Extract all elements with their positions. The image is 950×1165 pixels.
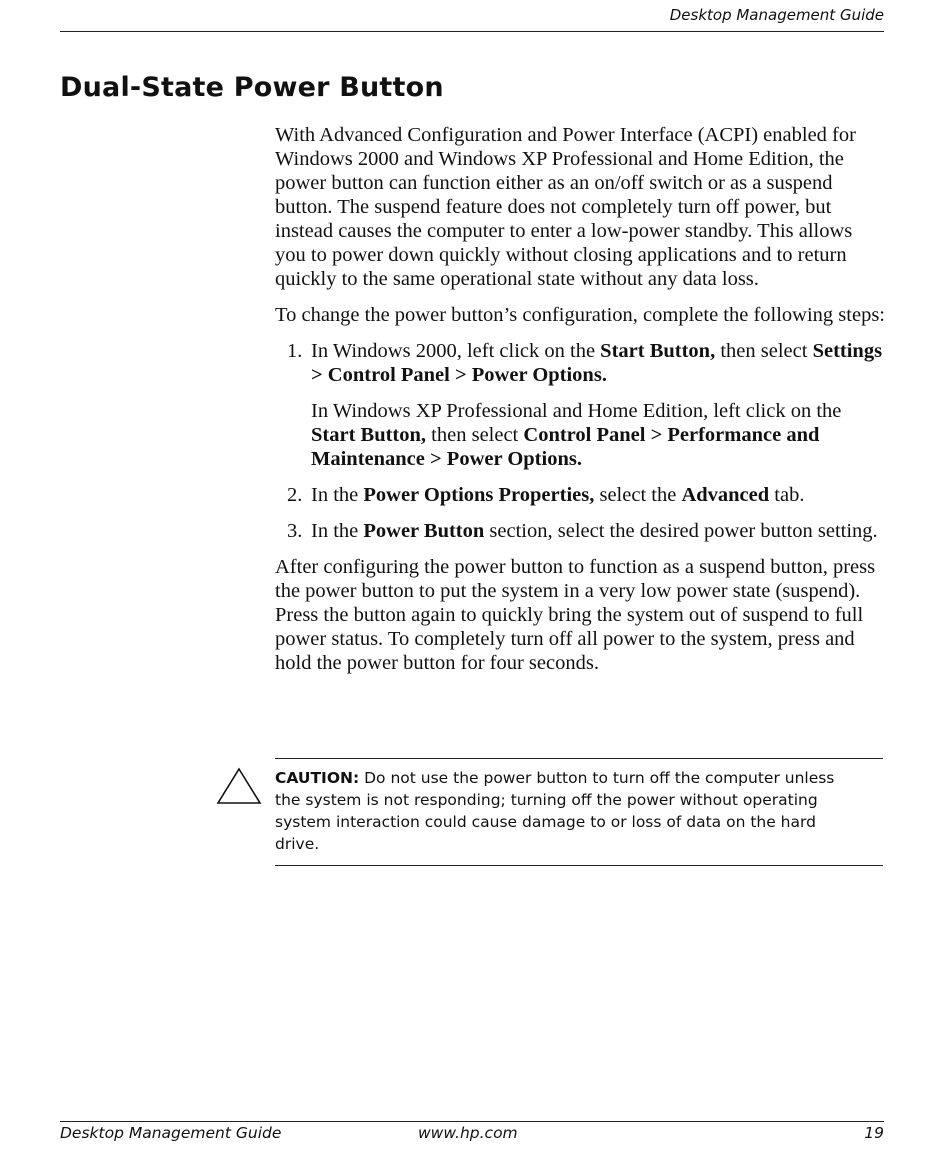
step-number: 2. [287, 484, 303, 506]
intro-paragraph: With Advanced Configuration and Power Interface (ACPI) enabled for Windows 2000 and Windows XP Professional and Home Edition, the power button can function either as an on/off switch or as a suspend button. The suspend feature does not completely turn off power, but instead causes the computer to enter a low-power standby. This allows you to power down quickly without closing applications and to return quickly to the same operational state without any data loss. [275, 124, 856, 290]
step-bold: Control Panel > Performance and Maintenance > Power Options. [311, 424, 820, 470]
step-item [275, 339, 885, 471]
step-text: In the [311, 484, 364, 506]
step-text: select the [594, 484, 682, 506]
step-bold: Start Button, [311, 424, 427, 446]
footer-doc-title: Desktop Management Guide [60, 1124, 282, 1142]
step-text: then select [715, 340, 813, 362]
caution-label: CAUTION: [275, 769, 360, 787]
step-bold: Power Options Properties, [363, 484, 595, 506]
footer-url: www.hp.com [418, 1124, 518, 1142]
suspend-paragraph: After configuring the power button to function as a suspend button, press the power button to put the system in a very low power state (suspend). Press the button again to quickly bring the system out of suspend to full power status. To completely turn off all power to the system, press and hold the power button for four seconds. [275, 556, 876, 674]
footer-rule [60, 1121, 884, 1122]
step-text: In the [311, 520, 364, 542]
step-text: In Windows 2000, left click on the [311, 340, 601, 362]
step-bold: Power Button [363, 520, 485, 542]
running-header: Desktop Management Guide [669, 6, 884, 24]
caution-box [275, 758, 883, 866]
body-column [275, 123, 885, 687]
step-sub-paragraph [311, 399, 885, 471]
step-bold: Advanced [681, 484, 770, 506]
steps-list [275, 339, 885, 543]
step-text: tab. [769, 484, 805, 506]
step-item [275, 483, 885, 507]
caution-text [275, 767, 835, 855]
step-number: 1. [287, 340, 303, 362]
step-text: section, select the desired power button setting. [484, 520, 878, 542]
section-title: Dual-State Power Button [60, 72, 444, 103]
caution-triangle-icon [216, 767, 262, 805]
step-text: then select [426, 424, 524, 446]
step-bold: Settings > Control Panel > Power Options. [311, 340, 883, 386]
step-item [275, 519, 885, 543]
step-text: In Windows XP Professional and Home Edition, left click on the [311, 400, 842, 422]
steps-intro-paragraph: To change the power button’s configuration, complete the following steps: [275, 304, 886, 326]
caution-body: Do not use the power button to turn off the computer unless the system is not responding; turning off the power without operating system interaction could cause damage to or loss of data on the hard drive. [275, 769, 835, 853]
step-bold: Start Button, [600, 340, 716, 362]
page-number: 19 [864, 1124, 884, 1142]
step-number: 3. [287, 520, 303, 542]
header-rule [60, 31, 884, 32]
